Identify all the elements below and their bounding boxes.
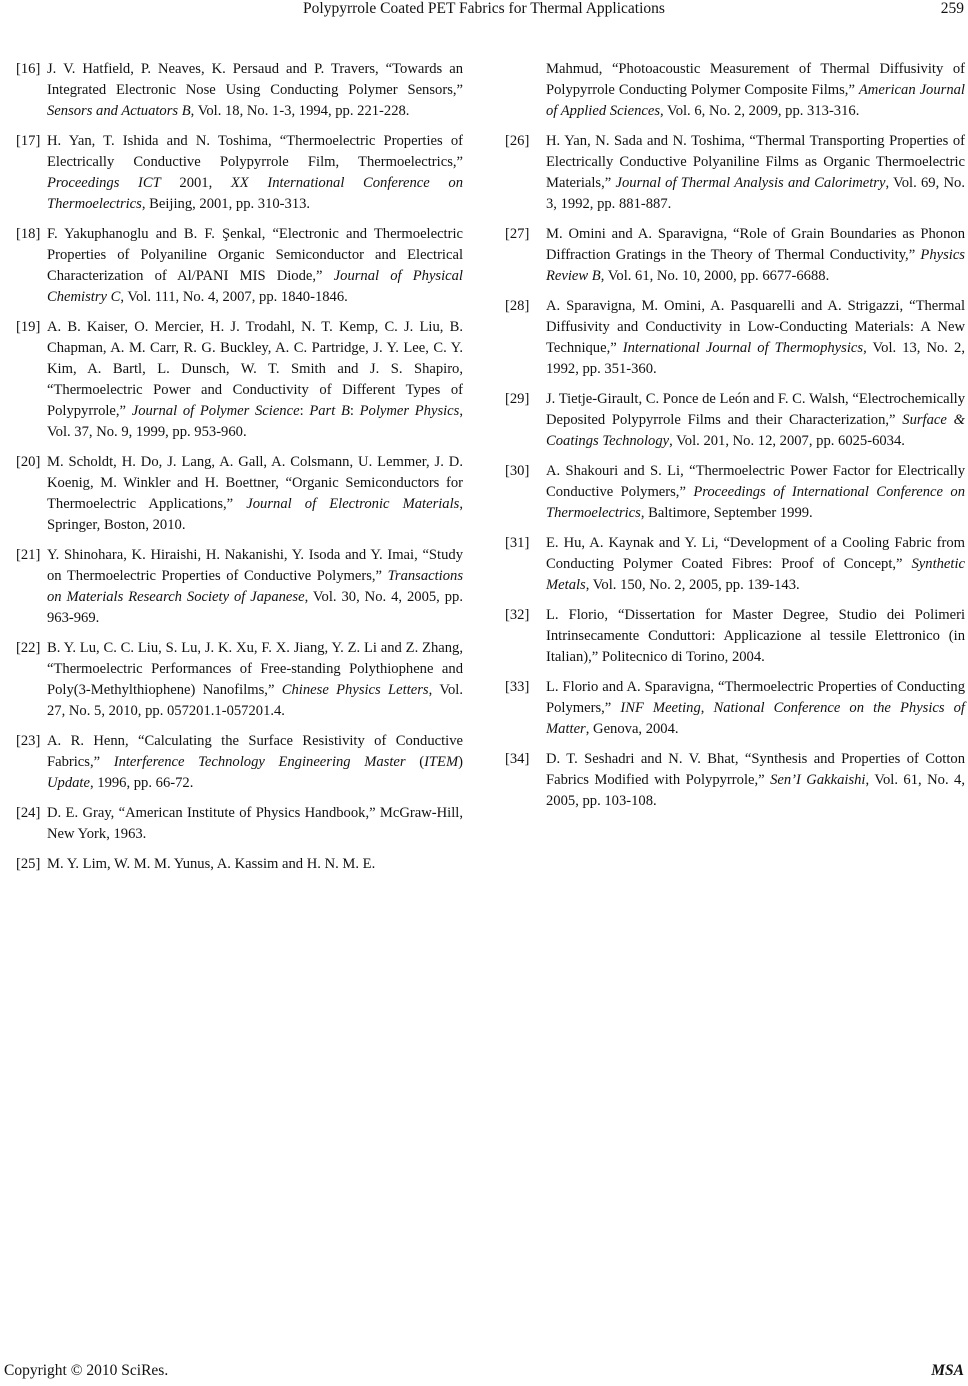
- reference-italic-text: Update: [47, 775, 90, 791]
- reference-italic-text: American Journal of Applied Sciences: [546, 82, 965, 119]
- reference-text: , Vol. 61, No. 10, 2000, pp. 6677-6688.: [600, 268, 830, 284]
- reference-italic-text: Sensors and Actuators B: [47, 103, 191, 119]
- reference-body: [546, 533, 965, 596]
- reference-entry: [16, 854, 463, 875]
- reference-italic-text: INF Meeting: [620, 700, 701, 716]
- reference-italic-text: Interference Technology Engineering Master: [113, 754, 406, 770]
- reference-text: Y. Shinohara, K. Hiraishi, H. Nakanishi, Y. Isoda and Y. Imai, “Study on Thermoelectric Properties of Conductive Polymers,”: [47, 547, 463, 584]
- reference-text: , Vol. 13, No. 2, 1992, pp. 351-360.: [546, 340, 965, 377]
- reference-entry: [505, 677, 965, 740]
- reference-text: , Springer, Boston, 2010.: [47, 496, 463, 533]
- reference-entry: [16, 317, 463, 443]
- reference-italic-text: Part B: [309, 403, 350, 419]
- reference-text: , Beijing, 2001, pp. 310-313.: [141, 196, 311, 212]
- reference-entry: [505, 605, 965, 668]
- running-header-title: Polypyrrole Coated PET Fabrics for Thermal Applications: [303, 0, 665, 17]
- reference-text: H. Yan, T. Ishida and N. Toshima, “Thermoelectric Properties of Electrically Conductive Polypyrrole Film, Thermoelectrics,”: [47, 133, 463, 170]
- reference-body: [546, 461, 965, 524]
- reference-text: :: [349, 403, 360, 419]
- reference-text: , Baltimore, September 1999.: [640, 505, 813, 521]
- copyright-footer: Copyright © 2010 SciRes.: [4, 1362, 169, 1379]
- reference-text: , Vol. 6, No. 2, 2009, pp. 313-316.: [660, 103, 860, 119]
- reference-body: [47, 452, 463, 536]
- reference-text: ,: [700, 700, 714, 716]
- reference-italic-text: Transactions on Materials Research Society of Japanese: [47, 568, 463, 605]
- reference-body: [47, 131, 463, 215]
- reference-text: L. Florio and A. Sparavigna, “Thermoelectric Properties of Conducting Polymers,”: [546, 679, 965, 716]
- reference-label: [21]: [16, 547, 41, 563]
- reference-italic-text: Sen’I Gakkaishi: [770, 772, 866, 788]
- reference-entry: [505, 131, 965, 215]
- reference-italic-text: Synthetic Metals: [546, 556, 965, 593]
- reference-entry: [16, 224, 463, 308]
- reference-body: [546, 749, 965, 812]
- reference-body: [546, 131, 965, 215]
- page-number: 259: [940, 0, 964, 17]
- reference-text: , Vol. 37, No. 9, 1999, pp. 953-960.: [47, 403, 463, 440]
- reference-label: [16]: [16, 61, 41, 77]
- reference-label: [32]: [505, 607, 530, 623]
- reference-entry: [16, 638, 463, 722]
- reference-body: [47, 854, 463, 875]
- reference-continuation: [505, 59, 965, 122]
- reference-label: [22]: [16, 640, 41, 656]
- reference-label: [31]: [505, 535, 530, 551]
- reference-entry: [16, 452, 463, 536]
- reference-text: Mahmud, “Photoacoustic Measurement of Thermal Diffusivity of Polypyrrole Conducting Polymer Composite Films,”: [546, 61, 965, 98]
- reference-italic-text: Proceedings ICT: [47, 175, 161, 191]
- reference-text: , Vol. 69, No. 3, 1992, pp. 881-887.: [546, 175, 965, 212]
- reference-label: [27]: [505, 226, 530, 242]
- reference-body: [47, 638, 463, 722]
- reference-entry: [16, 731, 463, 794]
- reference-text: 2001,: [160, 175, 231, 191]
- reference-italic-text: Journal of Thermal Analysis and Calorimetry: [615, 175, 886, 191]
- reference-text: , Vol. 111, No. 4, 2007, pp. 1840-1846.: [120, 289, 348, 305]
- journal-abbrev: MSA: [931, 1362, 964, 1379]
- reference-label: [34]: [505, 751, 530, 767]
- reference-text: , 1996, pp. 66-72.: [89, 775, 194, 791]
- reference-italic-text: Journal of Polymer Science: [131, 403, 300, 419]
- reference-label: [28]: [505, 298, 530, 314]
- reference-entry: [16, 545, 463, 629]
- reference-text: A. R. Henn, “Calculating the Surface Resistivity of Conductive Fabrics,”: [47, 733, 463, 770]
- reference-body: [546, 605, 965, 668]
- reference-italic-text: Physics Review B: [546, 247, 965, 284]
- reference-italic-text: ITEM: [424, 754, 459, 770]
- reference-text: J. V. Hatfield, P. Neaves, K. Persaud and P. Travers, “Towards an Integrated Electronic Nose Using Conducting Polymer Sensors,”: [47, 61, 463, 98]
- reference-text: , Vol. 30, No. 4, 2005, pp. 963-969.: [47, 589, 463, 626]
- references-right-column: [505, 59, 965, 821]
- reference-body: [47, 317, 463, 443]
- reference-label: [25]: [16, 856, 41, 872]
- reference-label: [26]: [505, 133, 530, 149]
- reference-italic-text: Polymer Physics: [359, 403, 460, 419]
- reference-label: [19]: [16, 319, 41, 335]
- reference-entry: [505, 389, 965, 452]
- reference-italic-text: Proceedings of International Conference on Thermoelectrics: [546, 484, 965, 521]
- reference-body: [546, 296, 965, 380]
- reference-body: [47, 731, 463, 794]
- reference-body: [546, 677, 965, 740]
- reference-text: , Genova, 2004.: [585, 721, 679, 737]
- reference-body: [47, 803, 463, 845]
- reference-italic-text: Surface & Coatings Technology: [546, 412, 965, 449]
- references-left-column: [16, 59, 463, 884]
- reference-text: A. Shakouri and S. Li, “Thermoelectric Power Factor for Electrically Conductive Polymers,”: [546, 463, 965, 500]
- reference-text: , Vol. 201, No. 12, 2007, pp. 6025-6034.: [669, 433, 905, 449]
- reference-label: [20]: [16, 454, 41, 470]
- reference-entry: [16, 803, 463, 845]
- reference-text: D. E. Gray, “American Institute of Physics Handbook,” McGraw-Hill, New York, 1963.: [47, 805, 463, 842]
- reference-italic-text: Journal of Electronic Materials: [246, 496, 460, 512]
- reference-text: M. Y. Lim, W. M. M. Yunus, A. Kassim and H. N. M. E.: [47, 856, 376, 872]
- reference-italic-text: XX International Conference on Thermoelectrics: [47, 175, 463, 212]
- reference-entry: [505, 296, 965, 380]
- reference-italic-text: National Conference on the Physics of Matter: [546, 700, 965, 737]
- reference-body: [47, 545, 463, 629]
- reference-italic-text: Journal of Physical Chemistry C: [47, 268, 463, 305]
- reference-body: [546, 224, 965, 287]
- reference-entry: [505, 533, 965, 596]
- reference-text: ): [458, 754, 463, 770]
- reference-text: :: [299, 403, 310, 419]
- reference-text: M. Omini and A. Sparavigna, “Role of Grain Boundaries as Phonon Diffraction Gratings in the Theory of Thermal Conductivity,”: [546, 226, 965, 263]
- reference-italic-text: International Journal of Thermophysics: [622, 340, 864, 356]
- reference-body: [546, 389, 965, 452]
- reference-italic-text: Chinese Physics Letters: [281, 682, 429, 698]
- reference-text: , Vol. 150, No. 2, 2005, pp. 139-143.: [585, 577, 800, 593]
- reference-text: A. B. Kaiser, O. Mercier, H. J. Trodahl, N. T. Kemp, C. J. Liu, B. Chapman, A. M. Carr, R. G. Buckley, A. C. Partridge, J. Y. Lee, C. Y. Kim, A. Bartl, L. Dunsch, W. T. Smith and J. S. Shapiro, “Thermoelectric Power and Conductivity of Different Types of Polypyrrole,”: [47, 319, 463, 419]
- reference-entry: [16, 131, 463, 215]
- reference-label: [17]: [16, 133, 41, 149]
- reference-text: E. Hu, A. Kaynak and Y. Li, “Development of a Cooling Fabric from Conducting Polymer Coated Fibres: Proof of Concept,”: [546, 535, 965, 572]
- reference-label: [29]: [505, 391, 530, 407]
- reference-entry: [505, 749, 965, 812]
- reference-label: [18]: [16, 226, 41, 242]
- reference-text: B. Y. Lu, C. C. Liu, S. Lu, J. K. Xu, F. X. Jiang, Y. Z. Li and Z. Zhang, “Thermoelectric Performances of Free-standing Polythiophene and Poly(3-Methylthiophene) Nanofilms,”: [47, 640, 463, 698]
- reference-entry: [505, 461, 965, 524]
- reference-text: J. Tietje-Girault, C. Ponce de León and F. C. Walsh, “Electrochemically Deposited Polypyrrole Films and their Characterization,”: [546, 391, 965, 428]
- reference-label: [33]: [505, 679, 530, 695]
- reference-text: F. Yakuphanoglu and B. F. Şenkal, “Electronic and Thermoelectric Properties of Polyaniline Organic Semiconductor and Electrical Characterization of Al/PANI MIS Diode,”: [47, 226, 463, 284]
- reference-text: M. Scholdt, H. Do, J. Lang, A. Gall, A. Colsmann, U. Lemmer, J. D. Koenig, M. Winkler and H. Boettner, “Organic Semiconductors for Thermoelectric Applications,”: [47, 454, 463, 512]
- reference-text: D. T. Seshadri and N. V. Bhat, “Synthesis and Properties of Cotton Fabrics Modified with Polypyrrole,”: [546, 751, 965, 788]
- reference-text: A. Sparavigna, M. Omini, A. Pasquarelli and A. Strigazzi, “Thermal Diffusivity and Conductivity in Low-Conducting Materials: A New Technique,”: [546, 298, 965, 356]
- reference-entry: [505, 224, 965, 287]
- reference-text: , Vol. 61, No. 4, 2005, pp. 103-108.: [546, 772, 965, 809]
- reference-label: [30]: [505, 463, 530, 479]
- reference-text: H. Yan, N. Sada and N. Toshima, “Thermal Transporting Properties of Electrically Conductive Polyaniline Films as Organic Thermoelectric Materials,”: [546, 133, 965, 191]
- reference-text: (: [405, 754, 425, 770]
- reference-entry: [16, 59, 463, 122]
- reference-text: L. Florio, “Dissertation for Master Degree, Studio dei Polimeri Intrinsecamente Conduttori: Applicazione al tessile Elettronico (in Italian),” Politecnico di Torino, 2004.: [546, 607, 965, 665]
- reference-text: , Vol. 27, No. 5, 2010, pp. 057201.1-057201.4.: [47, 682, 463, 719]
- reference-label: [23]: [16, 733, 41, 749]
- reference-text: , Vol. 18, No. 1-3, 1994, pp. 221-228.: [190, 103, 410, 119]
- reference-body: [47, 59, 463, 122]
- reference-body: [47, 224, 463, 308]
- reference-label: [24]: [16, 805, 41, 821]
